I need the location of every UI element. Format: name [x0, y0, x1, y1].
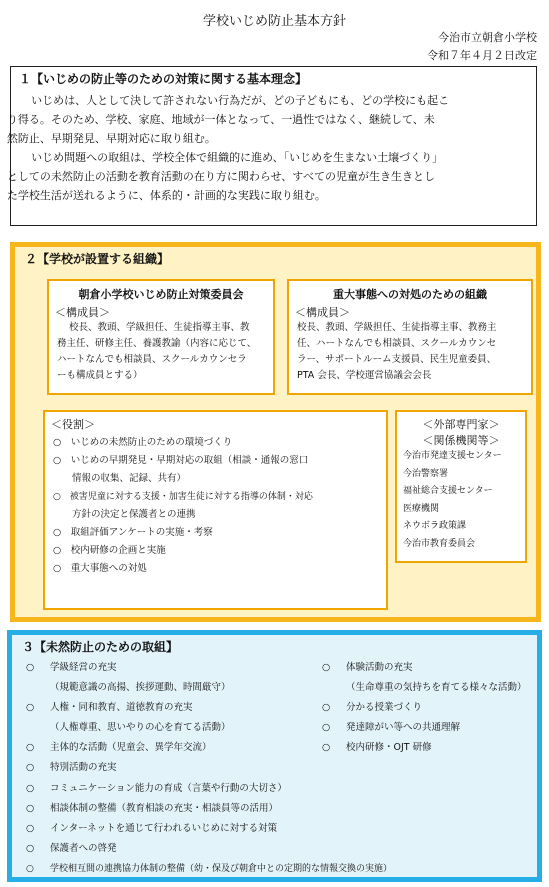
- prevention-item: [26, 819, 392, 839]
- roles-box: [43, 410, 388, 610]
- agency-item: 福祉総合支援センター: [403, 486, 493, 496]
- bullet-circle: ○: [26, 702, 35, 714]
- bullet-circle: ○: [26, 662, 35, 673]
- section1-paragraph-2: [6, 148, 529, 205]
- section1-paragraph-1: [6, 91, 529, 148]
- serious-incident-members-label: ＜構成員＞: [295, 306, 350, 319]
- section2-heading: ２【学校が設置する組織】: [25, 252, 170, 266]
- role-item: 方針の決定と保護者との連携: [53, 509, 196, 520]
- agency-item: 今治警察署: [403, 468, 449, 479]
- prevention-item-text: コミュニケーション能力の育成（言葉や行動の大切さ）: [50, 782, 287, 794]
- serious-member-line: 任、ハートなんでも相談員、スクールカウンセ: [297, 338, 497, 349]
- committee-members-label: ＜構成員＞: [55, 306, 110, 319]
- external-experts-label: ＜外部専門家＞: [422, 418, 500, 431]
- prevention-item-text: 校内研修・OJT 研修: [346, 742, 432, 754]
- role-item: ○ いじめの早期発見・早期対応の取組（相談・通報の窓口: [53, 455, 309, 466]
- prevention-item-detail: （生命尊重の気持ちを育てる様々な活動）: [346, 682, 527, 694]
- committee-member-line: 務主任、研修主任、養護教諭（内容に応じて、: [57, 338, 257, 349]
- prevention-item: [322, 718, 527, 738]
- serious-incident-box: [287, 279, 533, 395]
- prevention-right-column: [322, 658, 527, 758]
- section-basic-principles: [6, 66, 537, 226]
- section1-body: [6, 91, 529, 205]
- prevention-item: [26, 779, 392, 799]
- prevention-item-text: 分かる授業づくり: [346, 702, 423, 714]
- section-prevention: [7, 630, 542, 882]
- prevention-item: [322, 658, 527, 678]
- bullet-circle: ○: [26, 822, 35, 834]
- section3-heading: ３【未然防止のための取組】: [22, 640, 179, 654]
- prevention-item-text: 学級経営の充実: [50, 662, 117, 673]
- section1-p2-line: いじめ問題への取組は、学校全体で組織的に進め、「いじめを生まない土壌づくり」: [31, 151, 444, 164]
- prevention-item: [26, 839, 392, 859]
- bullet-circle: ○: [322, 702, 331, 714]
- bullet-circle: ○: [26, 842, 35, 854]
- committee-title: 朝倉小学校いじめ防止対策委員会: [78, 288, 244, 301]
- role-item: 情報の収集、記録、共有）: [53, 473, 187, 484]
- section1-p1-line: り得る。そのため、学校、家庭、地域が一体となって、一過性ではなく、継続して、未: [6, 113, 435, 126]
- section1-p2-line: た学校生活が送れるように、体系的・計画的な実践に取り組む。: [6, 189, 326, 202]
- role-item: ○ 被害児童に対する支援・加害生徒に対する指導の体制・対応: [53, 492, 313, 502]
- prevention-item-text: 体験活動の充実: [346, 662, 413, 673]
- agency-item: 医療機関: [403, 503, 440, 514]
- prevention-item-detail: （規範意識の高揚、挨拶運動、時間厳守）: [50, 682, 231, 694]
- role-item: ○ 取組評価アンケートの実施・考察: [53, 527, 213, 538]
- serious-member-line: PTA 会長、学校運営協議会会長: [297, 370, 432, 381]
- prevention-item: [322, 738, 527, 758]
- serious-incident-title: 重大事態への対処のための組織: [333, 288, 487, 301]
- prevention-item: [26, 758, 392, 778]
- prevention-item-text: 発達障がい等への共通理解: [346, 722, 461, 734]
- bullet-circle: ○: [322, 742, 331, 754]
- roles-list: [45, 434, 386, 578]
- agency-item: 今治市発達支援センター: [403, 451, 502, 461]
- serious-member-line: 校長、教頭、学級担任、生徒指導主事、教務主: [297, 322, 497, 333]
- school-name: 今治市立朝倉小学校: [438, 31, 537, 44]
- bullet-circle: ○: [322, 662, 331, 673]
- bullet-circle: ○: [26, 742, 35, 754]
- bullet-circle: ○: [26, 802, 35, 814]
- section-organization: [10, 242, 541, 622]
- prevention-item-text: インターネットを通じて行われるいじめに対する対策: [50, 822, 278, 834]
- committee-member-line: ーも構成員とする）: [57, 370, 143, 381]
- external-agencies-box: [395, 410, 527, 563]
- related-agencies-label: ＜関係機関等＞: [422, 434, 500, 447]
- committee-member-line: ハートなんでも相談員、スクールカウンセラ: [57, 354, 247, 365]
- section1-p1-line: 然防止、早期発見、早期対応に取り組む。: [6, 132, 216, 145]
- agency-item: 今治市教育委員会: [403, 538, 476, 549]
- prevention-item-text: 特別活動の充実: [50, 762, 117, 774]
- bullet-circle: ○: [26, 782, 35, 794]
- prevention-item-text: 相談体制の整備（教育相談の充実・相談員等の活用）: [50, 802, 279, 814]
- prevention-item-detail: （人権尊重、思いやりの心を育てる活動）: [50, 722, 231, 734]
- role-item: ○ いじめの未然防止のための環境づくり: [53, 437, 233, 448]
- bullet-circle: ○: [26, 863, 34, 874]
- committee-box: [47, 279, 275, 395]
- committee-member-line: 校長、教頭、学級担任、生徒指導主事、教: [69, 322, 250, 333]
- prevention-item-text: 保護者への啓発: [50, 842, 117, 854]
- revision-date: 令和７年４月２日改定: [427, 49, 537, 62]
- prevention-item-text: 学校相互間の連携協力体制の整備（幼・保及び朝倉中との定期的な情報交換の実施）: [50, 863, 393, 874]
- page-title: 学校いじめ防止基本方針: [202, 14, 346, 29]
- prevention-item-text: 主体的な活動（児童会、異学年交流）: [50, 742, 212, 754]
- serious-member-line: ラー、サポートルーム支援員、民生児童委員、: [297, 354, 497, 365]
- committee-members: [49, 320, 273, 384]
- section1-heading: １【いじめの防止等のための対策に関する基本理念】: [19, 72, 308, 86]
- roles-label: ＜役割＞: [51, 418, 95, 431]
- role-item: ○ 校内研修の企画と実施: [53, 545, 166, 556]
- bullet-circle: ○: [322, 722, 331, 734]
- section1-p1-line: いじめは、人として決して許されない行為だが、どの子どもにも、どの学校にも起こ: [31, 94, 450, 107]
- prevention-item-text: 人権・同和教育、道徳教育の充実: [50, 702, 193, 714]
- prevention-item: [322, 698, 527, 718]
- bullet-circle: ○: [26, 762, 35, 774]
- role-item: ○ 重大事態への対処: [53, 563, 147, 574]
- agency-item: ネウボラ政策課: [403, 521, 467, 531]
- prevention-item: [26, 859, 392, 879]
- section1-p2-line: としての未然防止の活動を教育活動の在り方に関わらせ、すべての児童が生き生きとし: [6, 170, 436, 183]
- prevention-item: [26, 799, 392, 819]
- serious-incident-members: [289, 320, 531, 384]
